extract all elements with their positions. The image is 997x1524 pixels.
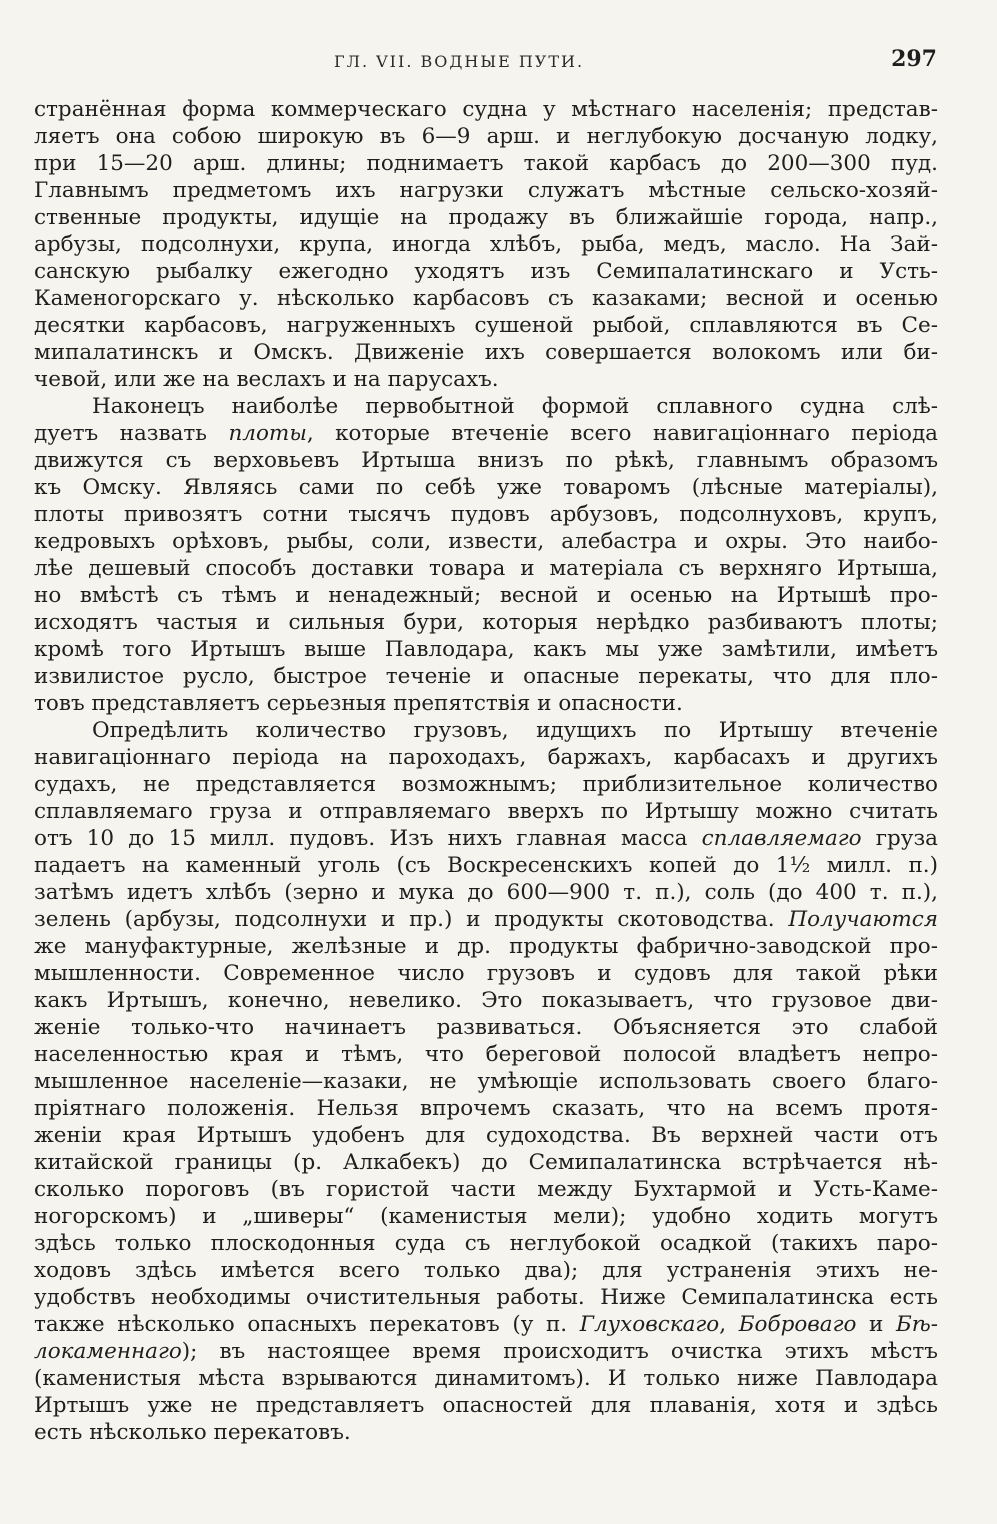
text-line: Каменогорскаго у. нѣсколько карбасовъ съ казаками; весной и осенью [34, 286, 938, 311]
text-line: исходятъ частыя и сильныя бури, которыя нерѣдко разбиваютъ плоты; [34, 610, 938, 635]
text-line: китайской границы (р. Алкабекъ) до Семипалатинска встрѣчается нѣ- [34, 1150, 938, 1175]
text-line: женіе только-что начинаетъ развиваться. Объясняется это слабой [34, 1015, 938, 1040]
page-number: 297 [891, 46, 937, 72]
text-line: удобствъ необходимы очистительныя работы. Ниже Семипалатинска есть [34, 1285, 938, 1310]
text-line: при 15—20 арш. длины; поднимаетъ такой карбасъ до 200—300 пуд. [34, 151, 938, 176]
text-line: ственные продукты, идущіе на продажу въ ближайшіе города, напр., [34, 205, 938, 230]
paragraph-1 [34, 96, 938, 393]
text-line: отъ 10 до 15 милл. пудовъ. Изъ нихъ главная масса сплавляемаго груза [34, 826, 938, 851]
text-line: пріятнаго положенія. Нельзя впрочемъ сказать, что на всемъ протя- [34, 1096, 938, 1121]
body-text [34, 96, 938, 1446]
text-line: движутся съ верховьевъ Иртыша внизъ по рѣкѣ, главнымъ образомъ [34, 448, 938, 473]
text-line: но вмѣстѣ съ тѣмъ и ненадежный; весной и осенью на Иртышѣ про- [34, 583, 938, 608]
text-line: Главнымъ предметомъ ихъ нагрузки служатъ мѣстные сельско-хозяй- [34, 178, 938, 203]
text-line: арбузы, подсолнухи, крупа, иногда хлѣбъ, рыба, медъ, масло. На Зай- [34, 232, 938, 257]
text-line: лѣе дешевый способъ доставки товара и матеріала съ верхняго Иртыша, [34, 556, 938, 581]
running-head: ГЛ. VII. ВОДНЫЕ ПУТИ. [334, 52, 585, 71]
text-line: къ Омску. Являясь сами по себѣ уже товаромъ (лѣсные матеріалы), [34, 475, 938, 500]
text-line: Иртышъ уже не представляетъ опасностей для плаванія, хотя и здѣсь [34, 1393, 938, 1418]
text-line: сколько пороговъ (въ гористой части между Бухтармой и Усть-Камe- [34, 1177, 938, 1202]
text-line: ногорскомъ) и „шиверы“ (каменистыя мели); удобно ходить могутъ [34, 1204, 938, 1229]
text-line: сплавляемаго груза и отправляемаго вверхъ по Иртышу можно считать [34, 799, 938, 824]
text-line: какъ Иртышъ, конечно, невелико. Это показываетъ, что грузовое дви- [34, 988, 938, 1013]
text-line: Наконецъ наиболѣе первобытной формой сплавного судна слѣ- [92, 394, 938, 419]
text-line: кромѣ того Иртышъ выше Павлодара, какъ мы уже замѣтили, имѣетъ [34, 637, 938, 662]
text-line: десятки карбасовъ, нагруженныхъ сушеной рыбой, сплавляются въ Се- [34, 313, 938, 338]
text-line: затѣмъ идетъ хлѣбъ (зерно и мука до 600—900 т. п.), соль (до 400 т. п.), [34, 880, 938, 905]
text-line: кедровыхъ орѣховъ, рыбы, соли, извести, алебастра и охры. Это наибо- [34, 529, 938, 554]
text-line: Опредѣлить количество грузовъ, идущихъ по Иртышу втеченіе [92, 718, 938, 743]
paragraph-3 [34, 717, 938, 1446]
text-line: санскую рыбалку ежегодно уходятъ изъ Семипалатинскаго и Усть- [34, 259, 938, 284]
text-line: также нѣсколько опасныхъ перекатовъ (у п. Глуховскаго, Бобровaго и Бѣ- [34, 1312, 938, 1337]
text-line: дуетъ назвать плоты, которые втеченіе всего навигаціоннаго періода [34, 421, 938, 446]
page-header [34, 46, 937, 76]
text-line: чевой, или же на веслахъ и на парусахъ. [34, 367, 499, 392]
text-line: плоты привозятъ сотни тысячъ пудовъ арбузовъ, подсолнуховъ, крупъ, [34, 502, 938, 527]
text-line: ходовъ здѣсь имѣется всего только два); для устраненія этихъ не- [34, 1258, 938, 1283]
text-line: зелень (арбузы, подсолнухи и пр.) и продукты скотоводства. Получаются [34, 907, 938, 932]
text-line: падаетъ на каменный уголь (съ Воскресенскихъ копей до 1½ милл. п.) [34, 853, 938, 878]
text-line: товъ представляетъ серьезныя препятствія и опасности. [34, 691, 683, 716]
text-line: мышленности. Современное число грузовъ и судовъ для такой рѣки [34, 961, 938, 986]
text-line: же мануфактурные, желѣзные и др. продукты фабрично-заводской про- [34, 934, 938, 959]
text-line: ляетъ она собою широкую въ 6—9 арш. и неглубокую досчаную лодку, [34, 124, 938, 149]
text-line: женіи края Иртышъ удобенъ для судоходства. Въ верхней части отъ [34, 1123, 938, 1148]
text-line: (каменистыя мѣста взрываются динамитомъ). И только ниже Павлодара [34, 1366, 938, 1391]
text-line: мышленное населеніе—казаки, не умѣющіе использовать своего благо- [34, 1069, 938, 1094]
text-line: локаменнаго); въ настоящее время происходитъ очистка этихъ мѣстъ [34, 1339, 938, 1364]
text-line: извилистое русло, быстрое теченіе и опасные перекаты, что для пло- [34, 664, 938, 689]
paragraph-2 [34, 393, 938, 717]
text-line: есть нѣсколько перекатовъ. [34, 1420, 351, 1445]
text-line: странённая форма коммерческаго судна у мѣстнаго населенія; представ- [34, 97, 938, 122]
text-line: судахъ, не представляется возможнымъ; приблизительное количество [34, 772, 938, 797]
text-line: навигаціоннаго періода на пароходахъ, баржахъ, карбасахъ и другихъ [34, 745, 938, 770]
text-line: населенностью края и тѣмъ, что береговой полосой владѣетъ непро- [34, 1042, 938, 1067]
text-line: мипалатинскъ и Омскъ. Движеніе ихъ совершается волокомъ или би- [34, 340, 938, 365]
text-line: здѣсь только плоскодонныя суда съ неглубокой осадкой (такихъ паро- [34, 1231, 938, 1256]
